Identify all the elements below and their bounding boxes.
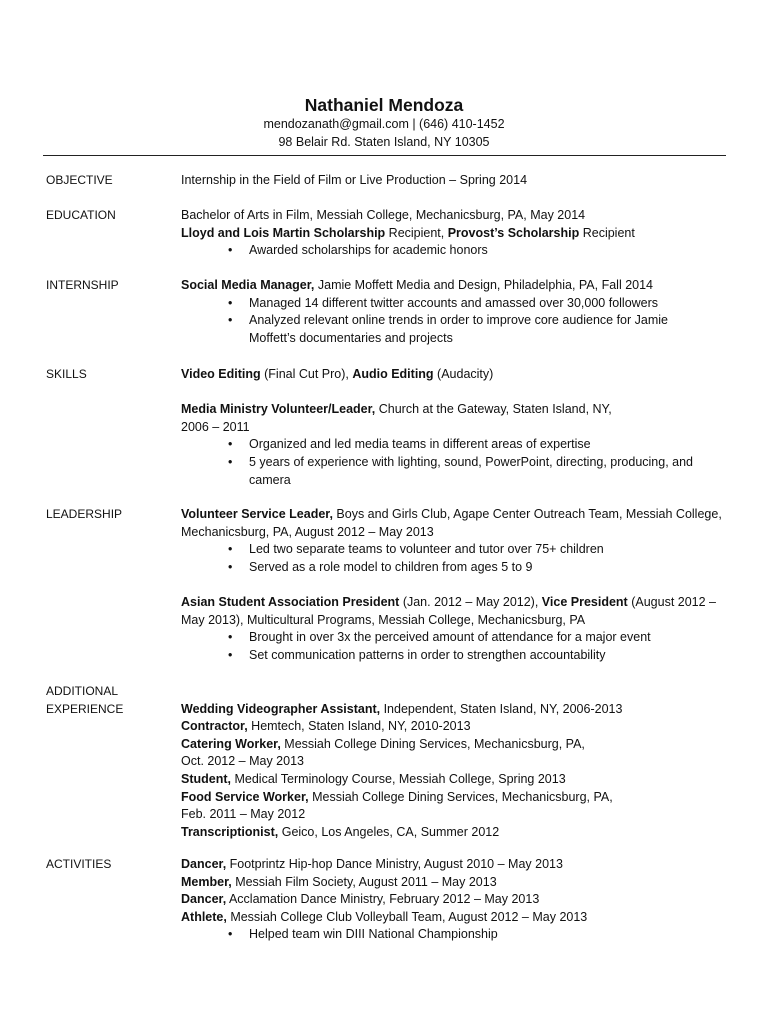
activity-bullet: • Helped team win DIII National Championship: [181, 926, 726, 944]
section-label-activities: ACTIVITIES: [46, 857, 112, 871]
experience-item: Contractor, Hemtech, Staten Island, NY, 2010-2013: [181, 719, 471, 734]
activity-item: Member, Messiah Film Society, August 2011 – May 2013: [181, 874, 497, 889]
header-divider: [43, 155, 726, 156]
address-line: 98 Belair Rd. Staten Island, NY 10305: [278, 134, 490, 149]
experience-item: Catering Worker, Messiah College Dining Services, Mechanicsburg, PA,: [181, 736, 585, 751]
experience-item: Transcriptionist, Geico, Los Angeles, CA, Summer 2012: [181, 824, 500, 839]
education-scholarships: Lloyd and Lois Martin Scholarship Recipient, Provost’s Scholarship Recipient: [181, 225, 635, 240]
objective-text: Internship in the Field of Film or Live Production – Spring 2014: [181, 173, 528, 187]
section-label-internship: INTERNSHIP: [46, 278, 119, 292]
ministry-title: Media Ministry Volunteer/Leader,: [181, 402, 376, 417]
experience-item: Oct. 2012 – May 2013: [181, 754, 304, 769]
asa-bullet: • Set communication patterns in order to strengthen accountability: [181, 647, 726, 665]
ministry-entry: Media Ministry Volunteer/Leader, Church at the Gateway, Staten Island, NY,: [181, 402, 612, 417]
activity-item: Dancer, Footprintz Hip-hop Dance Ministry, August 2010 – May 2013: [181, 857, 563, 871]
section-label-skills: SKILLS: [46, 367, 87, 381]
scholarship-name-2: Provost’s Scholarship: [447, 225, 580, 240]
skill-video-editing: Video Editing: [181, 367, 261, 381]
ministry-dates: 2006 – 2011: [181, 419, 250, 434]
resume-header: [0, 94, 768, 151]
scholarship-name-1: Lloyd and Lois Martin Scholarship: [181, 225, 386, 240]
contact-line: mendozanath@gmail.com | (646) 410-1452: [263, 117, 505, 131]
ministry-bullet: • Organized and led media teams in different areas of expertise: [181, 436, 726, 454]
asa-bullet: • Brought in over 3x the perceived amount of attendance for a major event: [181, 629, 726, 647]
volunteer-entry: Volunteer Service Leader, Boys and Girls Club, Agape Center Outreach Team, Messiah College,: [181, 507, 722, 521]
education-bullet: • Awarded scholarships for academic honors: [181, 242, 726, 260]
section-label-education: EDUCATION: [46, 208, 116, 222]
asa-entry-cont: May 2013), Multicultural Programs, Messiah College, Mechanicsburg, PA: [181, 612, 586, 627]
education-degree: Bachelor of Arts in Film, Messiah College, Mechanicsburg, PA, May 2014: [181, 208, 586, 222]
asa-entry: Asian Student Association President (Jan. 2012 – May 2012), Vice President (August 2012 –: [181, 594, 716, 609]
volunteer-bullet: • Led two separate teams to volunteer and tutor over 75+ children: [181, 541, 726, 559]
skills-line: Video Editing (Final Cut Pro), Audio Editing (Audacity): [181, 367, 494, 381]
volunteer-entry-cont: Mechanicsburg, PA, August 2012 – May 2013: [181, 524, 434, 539]
section-label-additional: ADDITIONAL EXPERIENCE: [46, 684, 124, 716]
asa-vp-title: Vice President: [541, 594, 628, 609]
candidate-name: Nathaniel Mendoza: [304, 95, 464, 115]
ministry-bullet: • 5 years of experience with lighting, sound, PowerPoint, directing, producing, and camera: [181, 454, 726, 489]
asa-title: Asian Student Association President: [181, 594, 400, 609]
experience-item: Student, Medical Terminology Course, Messiah College, Spring 2013: [181, 771, 566, 786]
volunteer-title: Volunteer Service Leader,: [181, 507, 333, 521]
internship-entry: Social Media Manager, Jamie Moffett Media and Design, Philadelphia, PA, Fall 2014: [181, 278, 654, 292]
section-label-leadership: LEADERSHIP: [46, 507, 123, 521]
experience-item: Feb. 2011 – May 2012: [181, 807, 306, 822]
activity-item: Athlete, Messiah College Club Volleyball Team, August 2012 – May 2013: [181, 909, 588, 924]
section-label-objective: OBJECTIVE: [46, 173, 113, 187]
internship-bullet: • Managed 14 different twitter accounts and amassed over 30,000 followers: [181, 295, 726, 313]
experience-item: Food Service Worker, Messiah College Dining Services, Mechanicsburg, PA,: [181, 789, 613, 804]
volunteer-bullet: • Served as a role model to children from ages 5 to 9: [181, 559, 726, 577]
experience-item: Wedding Videographer Assistant, Independent, Staten Island, NY, 2006-2013: [181, 701, 623, 716]
activity-item: Dancer, Acclamation Dance Ministry, February 2012 – May 2013: [181, 892, 540, 907]
internship-bullet: • Analyzed relevant online trends in order to improve core audience for Jamie Moffett’s documentaries and projects: [181, 312, 726, 347]
skill-audio-editing: Audio Editing: [352, 367, 434, 381]
internship-title: Social Media Manager,: [181, 278, 315, 292]
